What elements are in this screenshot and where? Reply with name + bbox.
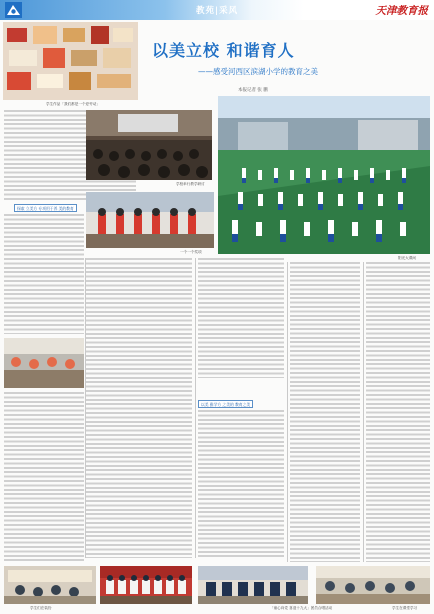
award-photo-image (86, 192, 214, 248)
class-photo-caption: 学生在课堂学习 (392, 606, 418, 610)
body-text-col3-bottom (198, 410, 284, 558)
column-divider (85, 258, 86, 558)
class-activity-photo-image (316, 566, 430, 604)
choir-photo-caption: 「童心向党 喜迎十九大」团员合唱活动 (270, 606, 333, 610)
playground-photo-image (218, 96, 430, 254)
body-text-col2 (86, 258, 192, 558)
painting-photo (4, 566, 96, 604)
choir-photo-2-image (198, 566, 308, 604)
body-text-col5 (366, 262, 430, 562)
newspaper-logo-icon (5, 2, 22, 18)
column-divider (287, 262, 288, 562)
food-photo-caption: 学生作品「我们都是一个爱劳动」 (46, 102, 100, 106)
section-heading-2: 以美 雅学方 之美的 教育之美 (198, 400, 253, 408)
column-divider (363, 262, 364, 562)
meeting-photo (86, 110, 212, 180)
painting-photo-caption: 学生们在装扮 (30, 606, 52, 610)
body-text-col3 (198, 258, 284, 378)
byline: 本报记者 张 鹏 (238, 88, 268, 93)
article-title: 以美立校 和谐育人 (152, 41, 295, 60)
column-divider (195, 258, 196, 558)
choir-photo-image (100, 566, 192, 604)
body-text-col4 (290, 262, 360, 562)
meeting-photo-image (86, 110, 212, 180)
section-label: 教苑|采风 (196, 6, 239, 16)
meeting-photo-caption: 学校举行教学研讨 (176, 182, 205, 186)
food-photo-image (3, 22, 138, 100)
choir-photo (100, 566, 192, 604)
playground-photo-caption: 阳光大课间 (398, 256, 416, 260)
class-photo (4, 338, 84, 388)
section-heading-1: 探索 立美方 专项用于养 美的教育 (14, 204, 77, 212)
class-photo-image (4, 338, 84, 388)
award-photo (86, 192, 214, 248)
food-photo (3, 22, 138, 100)
choir-photo-2 (198, 566, 308, 604)
award-photo-caption: 一个一个奖项 (180, 250, 202, 254)
article-subtitle: ——感受河西区滨湖小学的教育之美 (198, 67, 318, 76)
class-activity-photo (316, 566, 430, 604)
body-text-left-bottom (4, 392, 84, 562)
masthead: 天津教育报 (375, 5, 428, 17)
body-text-left-mid (4, 214, 84, 334)
playground-photo (218, 96, 430, 254)
painting-photo-image (4, 566, 96, 604)
